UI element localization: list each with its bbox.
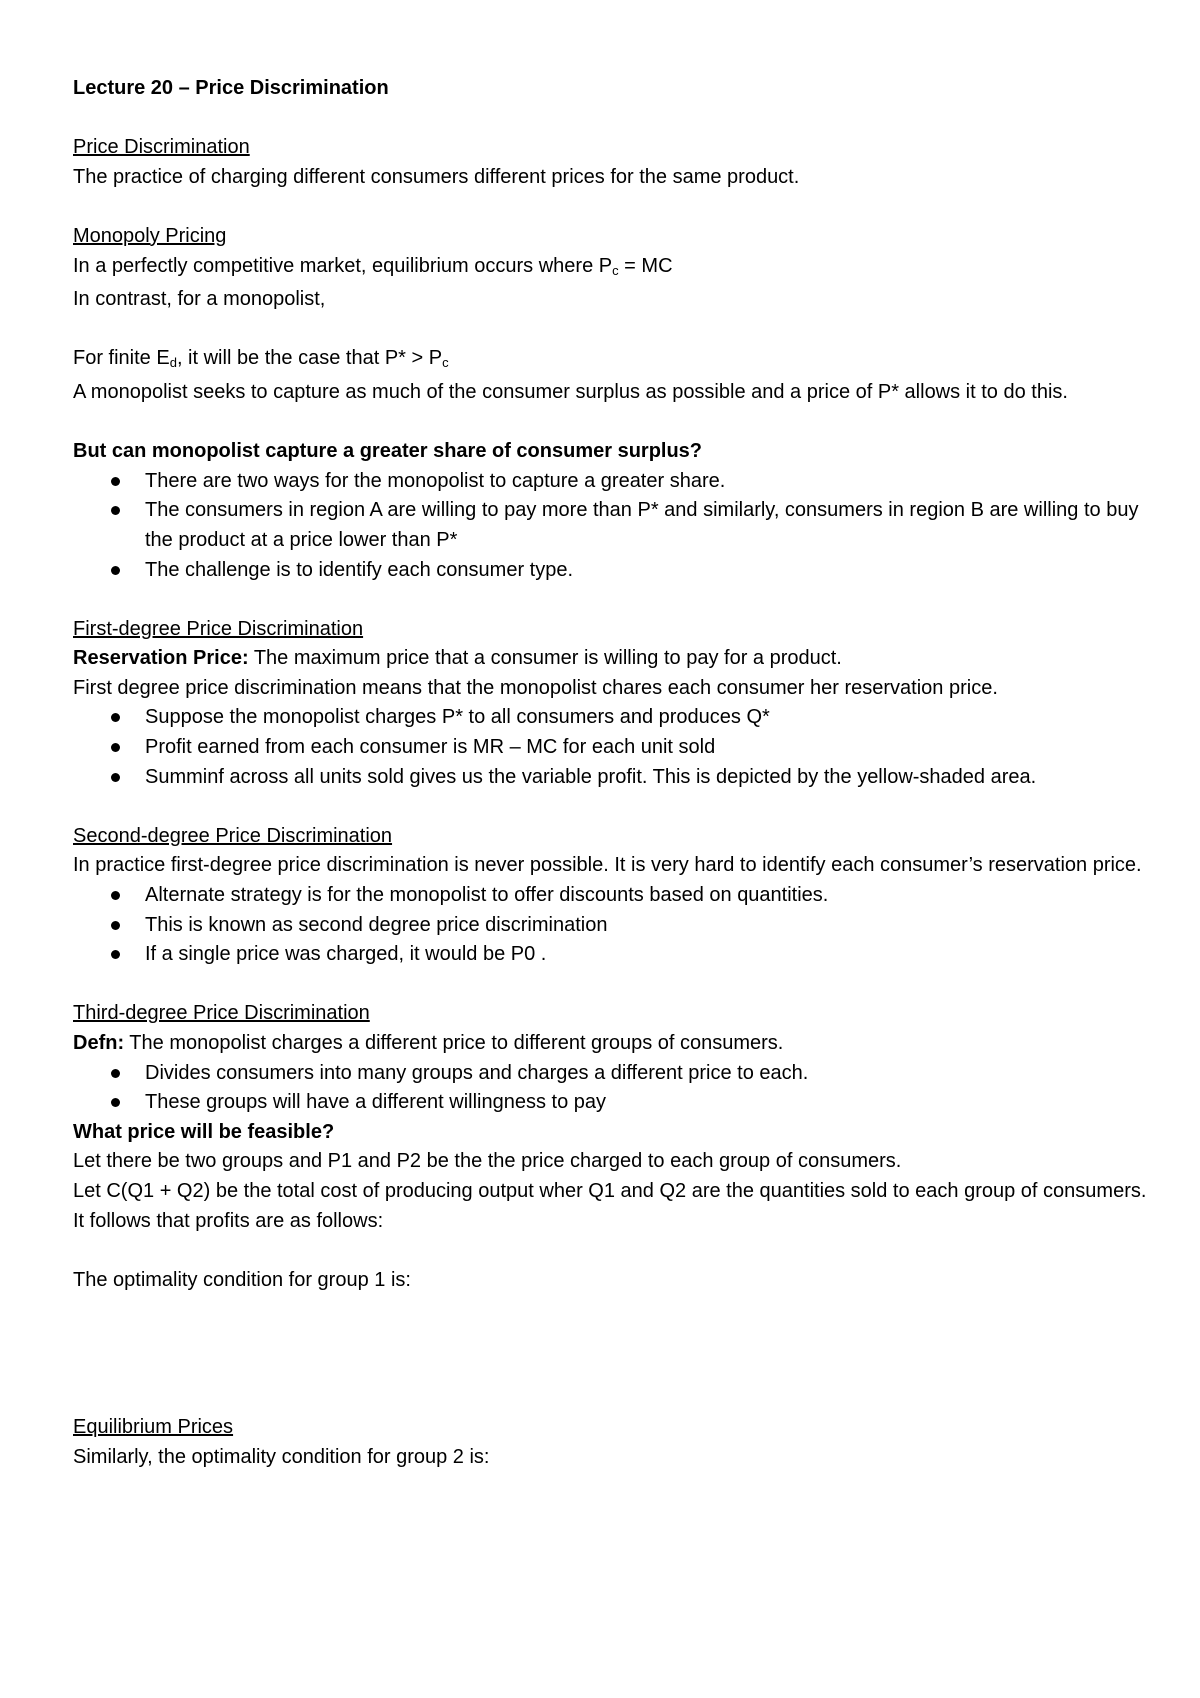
document-page — [73, 74, 1153, 1473]
list-item: Suppose the monopolist charges P* to all consumers and produces Q* — [73, 703, 1153, 733]
second-degree-bullet-list — [73, 881, 1153, 970]
competitive-equilibrium-line: In a perfectly competitive market, equilibrium occurs where $P_c$ = MC — [73, 254, 673, 278]
section-heading-second-degree: Second-degree Price Discrimination — [73, 824, 393, 847]
total-cost-line: Let C(Q1 + Q2) be the total cost of producing output wher Q1 and Q2 are the quantities sold to each group of consumers. — [73, 1179, 1147, 1202]
section-heading-third-degree: Third-degree Price Discrimination — [73, 1002, 370, 1025]
list-item: Divides consumers into many groups and charges a different price to each. — [73, 1059, 1153, 1089]
bullet-icon — [111, 477, 120, 486]
section-heading-equilibrium-prices: Equilibrium Prices — [73, 1416, 234, 1439]
third-degree-definition: Defn: The monopolist charges a different price to different groups of consumers. — [73, 1032, 784, 1054]
finite-elasticity-line: For finite $E_d$, it will be the case that $P* > P_c$ — [73, 347, 449, 371]
second-degree-text: In practice first-degree price discrimination is never possible. It is very hard to identify each consumer’s reservation price. — [73, 854, 1142, 877]
bullet-icon — [111, 950, 120, 959]
two-groups-line: Let there be two groups and P1 and P2 be the the price charged to each group of consumers. — [73, 1150, 902, 1173]
section-heading-first-degree: First-degree Price Discrimination — [73, 617, 364, 640]
bullet-icon — [111, 921, 120, 930]
first-degree-bullet-list — [73, 703, 1153, 792]
section-heading-monopoly-pricing: Monopoly Pricing — [73, 224, 227, 247]
feasible-price-question: What price will be feasible? — [73, 1120, 335, 1143]
reservation-price-definition: Reservation Price: The maximum price that a consumer is willing to pay for a product. — [73, 647, 842, 670]
list-item: There are two ways for the monopolist to capture a greater share. — [73, 467, 1153, 497]
first-degree-text: First degree price discrimination means that the monopolist chares each consumer her reservation price. — [73, 676, 998, 699]
bullet-icon — [111, 1069, 120, 1078]
bullet-icon — [111, 891, 120, 900]
bullet-icon — [111, 773, 120, 782]
third-degree-bullet-list — [73, 1059, 1153, 1118]
list-item: If a single price was charged, it would be P0 . — [73, 940, 1153, 970]
bullet-icon — [111, 1098, 120, 1107]
capture-question: But can monopolist capture a greater share of consumer surplus? — [73, 440, 703, 463]
document-title: Lecture 20 – Price Discrimination — [73, 77, 389, 99]
bullet-icon — [111, 743, 120, 752]
list-item: These groups will have a different willingness to pay — [73, 1088, 1153, 1118]
section-heading-price-discrimination: Price Discrimination — [73, 136, 250, 159]
optimality-group-2-line: Similarly, the optimality condition for group 2 is: — [73, 1445, 490, 1468]
capture-bullet-list — [73, 467, 1153, 585]
definition-text: The practice of charging different consumers different prices for the same product. — [73, 165, 800, 188]
profits-line: It follows that profits are as follows: — [73, 1209, 384, 1232]
list-item: Summinf across all units sold gives us the variable profit. This is depicted by the yellow-shaded area. — [73, 763, 1153, 793]
optimality-group-1-line: The optimality condition for group 1 is: — [73, 1268, 411, 1291]
consumer-surplus-paragraph: A monopolist seeks to capture as much of the consumer surplus as possible and a price of P* allows it to do this. — [73, 380, 1068, 403]
list-item: The consumers in region A are willing to pay more than P* and similarly, consumers in region B are willing to buy the product at a price lower than P* — [73, 496, 1153, 555]
list-item: The challenge is to identify each consumer type. — [73, 556, 1153, 586]
monopolist-contrast-line: In contrast, for a monopolist, — [73, 288, 326, 311]
list-item: This is known as second degree price discrimination — [73, 911, 1153, 941]
list-item: Profit earned from each consumer is MR – MC for each unit sold — [73, 733, 1153, 763]
bullet-icon — [111, 713, 120, 722]
list-item: Alternate strategy is for the monopolist to offer discounts based on quantities. — [73, 881, 1153, 911]
bullet-icon — [111, 566, 120, 575]
bullet-icon — [111, 506, 120, 515]
